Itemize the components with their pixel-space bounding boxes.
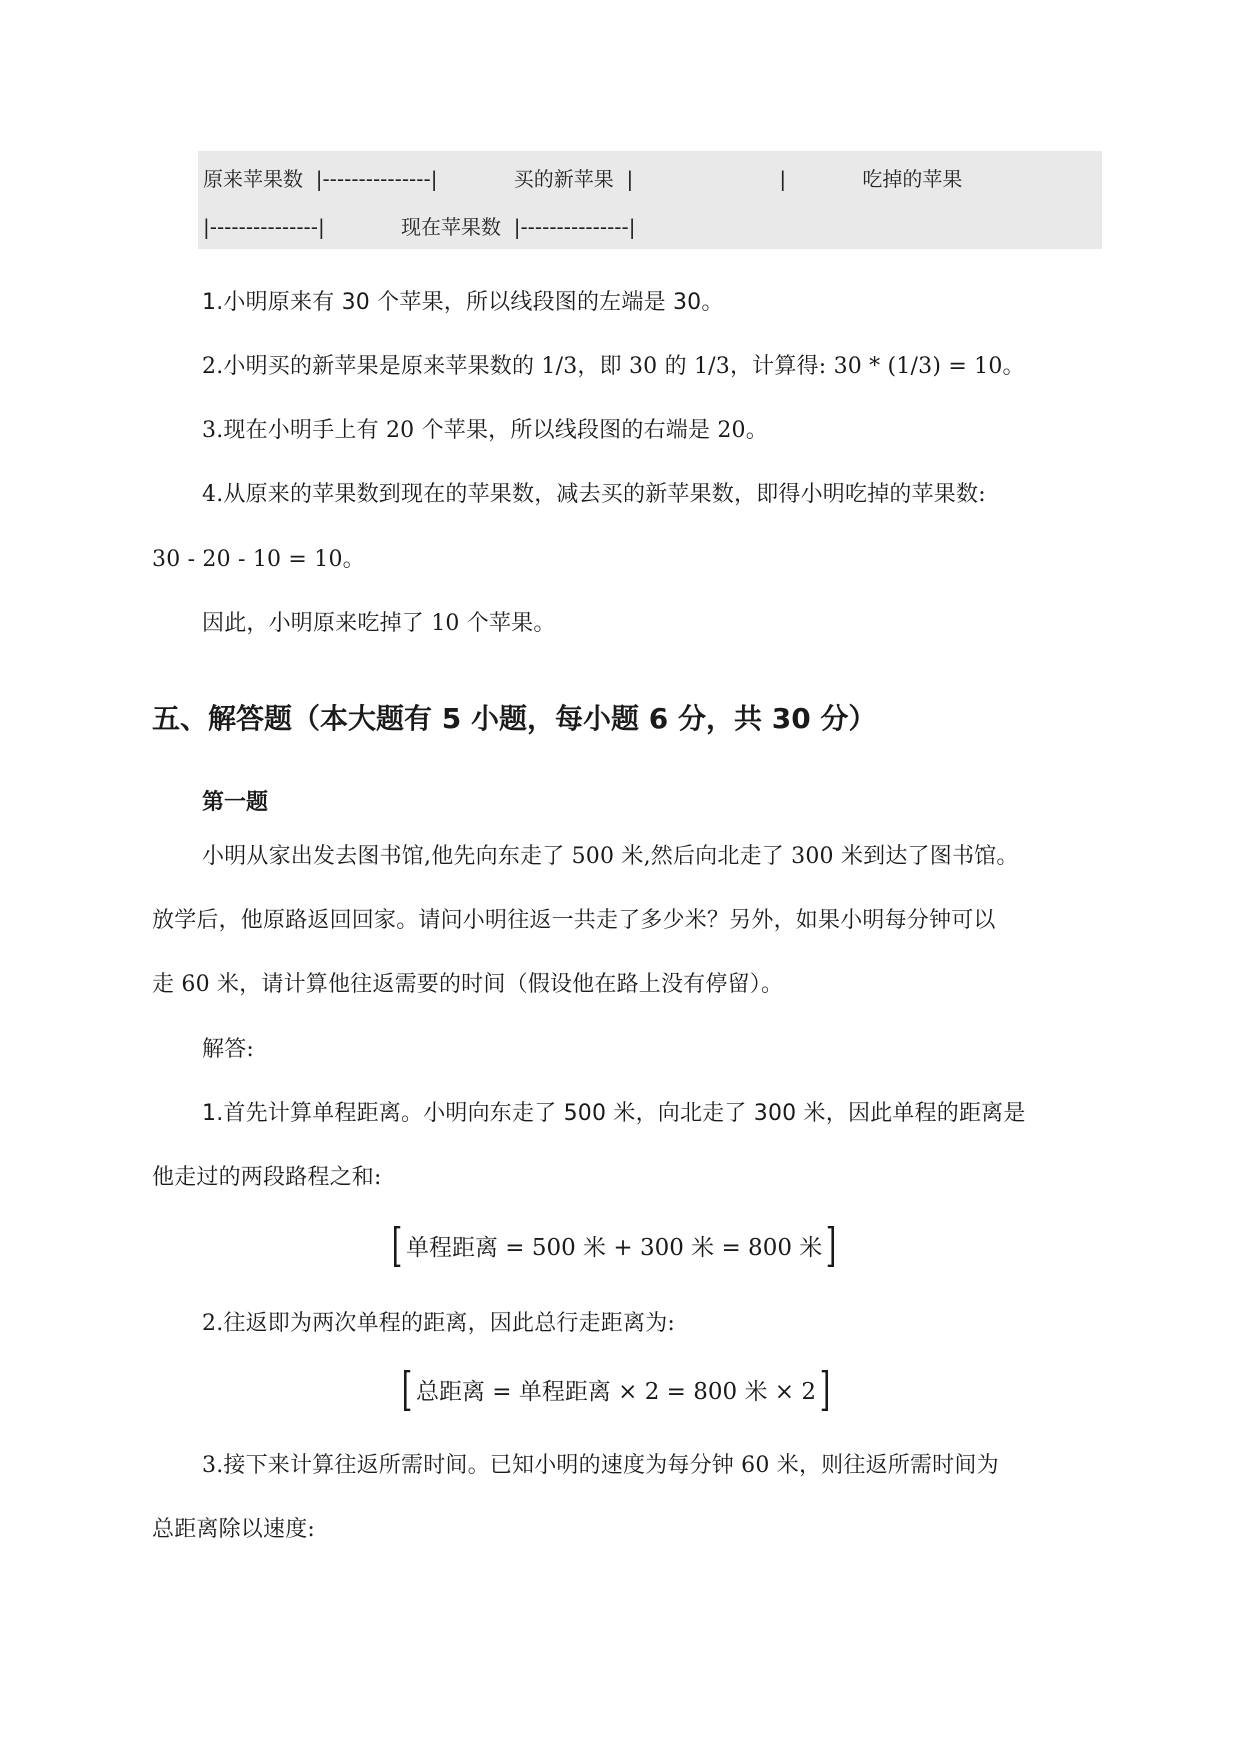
answer-step-1: 1.首先计算单程距离。小明向东走了 500 米，向北走了 300 米，因此单程的距离是 (202, 1101, 1026, 1126)
step-prev-2: 2.小明买的新苹果是原来苹果数的 1/3，即 30 的 1/3，计算得: 30 * (1/3) = 10。 (202, 354, 1025, 379)
code-line-1: 原来苹果数 |---------------| 买的新苹果 | | 吃掉的苹果 (203, 167, 963, 191)
question-line-1: 小明从家出发去图书馆,他先向东走了 500 米,然后向北走了 300 米到达了图书馆。 (202, 844, 1019, 869)
formula-2-text: 总距离 = 单程距离 × 2 = 800 米 × 2 (415, 1378, 817, 1405)
step-prev-3: 3.现在小明手上有 20 个苹果，所以线段图的右端是 20。 (202, 418, 768, 443)
step-prev-1: 1.小明原来有 30 个苹果，所以线段图的左端是 30。 (202, 290, 724, 315)
answer-label: 解答: (202, 1037, 255, 1062)
left-bracket: [ (401, 1362, 413, 1416)
question-line-3: 走 60 米，请计算他往返需要的时间（假设他在路上没有停留）。 (152, 972, 784, 997)
step-prev-4-cont: 30 - 20 - 10 = 10。 (152, 547, 365, 572)
answer-step-2: 2.往返即为两次单程的距离，因此总行走距离为: (202, 1311, 676, 1336)
formula-total-distance (398, 1362, 834, 1416)
question-title: 第一题 (202, 790, 269, 815)
right-bracket: ] (819, 1362, 831, 1416)
formula-1-text: 单程距离 = 500 米 + 300 米 = 800 米 (405, 1234, 823, 1261)
right-bracket: ] (825, 1218, 837, 1272)
answer-step-1-cont: 他走过的两段路程之和: (152, 1165, 382, 1190)
section-title: 五、解答题（本大题有 5 小题，每小题 6 分，共 30 分） (152, 702, 877, 735)
code-line-2: |---------------| 现在苹果数 |---------------| (203, 215, 636, 239)
conclusion-line: 因此，小明原来吃掉了 10 个苹果。 (202, 611, 556, 636)
formula-one-way-distance (388, 1218, 840, 1272)
left-bracket: [ (391, 1218, 403, 1272)
question-line-2: 放学后，他原路返回回家。请问小明往返一共走了多少米？另外，如果小明每分钟可以 (152, 908, 996, 933)
answer-step-3: 3.接下来计算往返所需时间。已知小明的速度为每分钟 60 米，则往返所需时间为 (202, 1453, 999, 1478)
answer-step-3-cont: 总距离除以速度: (152, 1517, 316, 1542)
code-block (198, 151, 1102, 249)
step-prev-4: 4.从原来的苹果数到现在的苹果数，减去买的新苹果数，即得小明吃掉的苹果数: (202, 482, 986, 507)
